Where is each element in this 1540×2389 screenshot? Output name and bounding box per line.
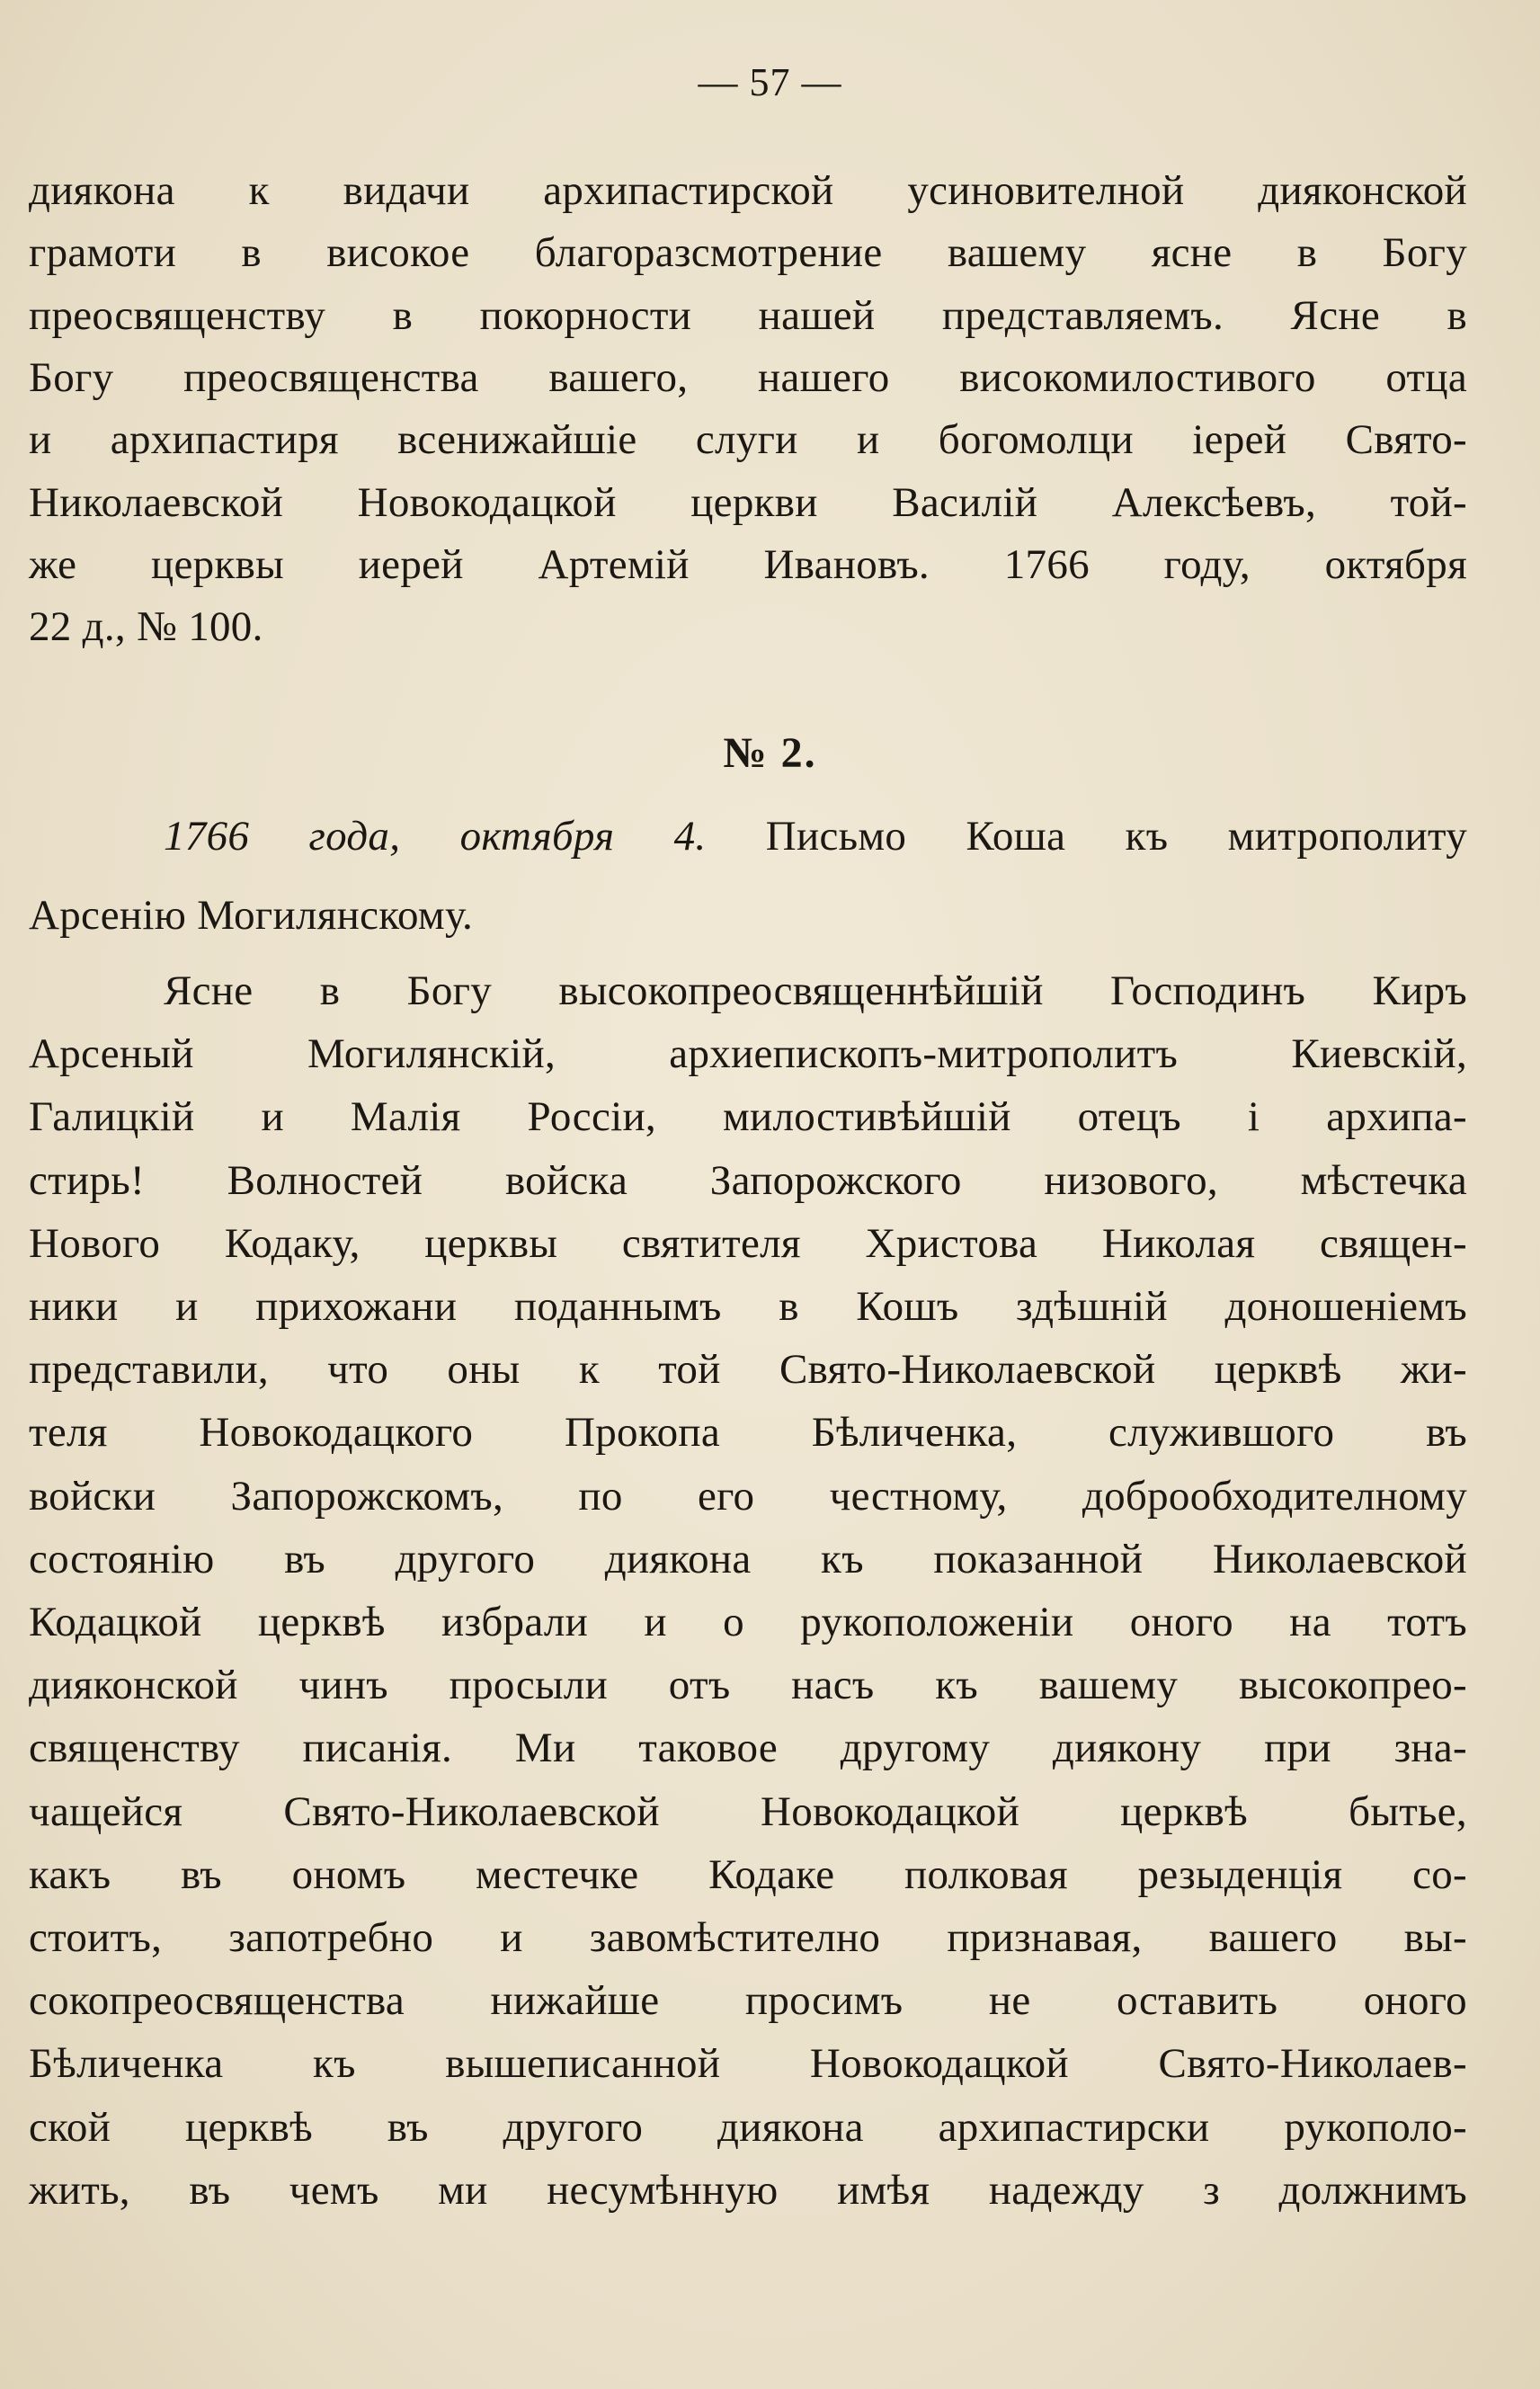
text-line: теля Новокодацкого Прокопа Бѣличенка, служившого въ xyxy=(29,1409,1467,1457)
text-line: дияконской чинъ просыли отъ насъ къ вашему высокопрео- xyxy=(29,1662,1467,1709)
heading-title: Письмо Коша къ митрополиту xyxy=(765,813,1468,860)
heading-date: 1766 года, октября 4. xyxy=(164,813,707,860)
text-line: Бѣличенка къ вышеписанной Новокодацкой Свято-Николаев- xyxy=(29,2040,1467,2088)
page-number: — 57 — xyxy=(698,60,842,104)
text-line: диякона к видачи архипастирской усиновителной дияконской xyxy=(29,167,1467,214)
text-line: Арсеный Могилянскій, архиепископъ-митрополитъ Киевскій, xyxy=(29,1030,1467,1078)
text-line: представили, что оны к той Свято-Николаевской церквѣ жи- xyxy=(29,1346,1467,1394)
text-line: чащейся Свято-Николаевской Новокодацкой церквѣ бытье, xyxy=(29,1787,1467,1835)
text-line: жить, въ чемъ ми несумѣнную имѣя надежду з должнимъ xyxy=(29,2166,1467,2214)
text-line: стоитъ, запотребно и завомѣстително признавая, вашего вы- xyxy=(29,1914,1467,1961)
text-line: сокопреосвященства нижайше просимъ не оставить оного xyxy=(29,1977,1467,2025)
text-line: Нового Кодаку, церквы святителя Христова Николая священ- xyxy=(29,1219,1467,1267)
text-line: войски Запорожскомъ, по его честному, доброобходителному xyxy=(29,1472,1467,1520)
text-line: Николаевской Новокодацкой церкви Василій Алексѣевъ, той- xyxy=(29,478,1467,526)
text-line: Ясне в Богу высокопреосвященнѣйшій Господинъ Киръ xyxy=(164,967,1467,1014)
text-line: грамоти в високое благоразсмотрение вашему ясне в Богу xyxy=(29,229,1467,277)
document-heading-line-1 xyxy=(164,809,1467,863)
text-line: преосвященству в покорности нашей представляемъ. Ясне в xyxy=(29,291,1467,339)
text-line: Богу преосвященства вашего, нашего високомилостивого отца xyxy=(29,353,1467,401)
text-line: какъ въ ономъ местечке Кодаке полковая резыденція со- xyxy=(29,1850,1467,1898)
text-line: и архипастиря всенижайшіе слуги и богомолци іерей Свято- xyxy=(29,416,1467,464)
text-line: ники и прихожани поданнымъ в Кошъ здѣшній доношеніемъ xyxy=(29,1283,1467,1330)
text-line: Галицкій и Малія Россіи, милостивѣйшій отецъ і архипа- xyxy=(29,1093,1467,1141)
document-number: № 2. xyxy=(723,729,817,777)
text-line: же церквы иерей Артемій Ивановъ. 1766 году, октября xyxy=(29,540,1467,588)
text-line: Кодацкой церквѣ избрали и о рукоположеніи оного на тотъ xyxy=(29,1599,1467,1645)
document-heading-line-2: Арсенію Могилянскому. xyxy=(29,892,474,939)
text-line: состоянію въ другого диякона къ показанной Николаевской xyxy=(29,1535,1467,1582)
text-line: стирь! Волностей войска Запорожского низового, мѣстечка xyxy=(29,1156,1467,1204)
text-line: священству писанія. Ми таковое другому диякону при зна- xyxy=(29,1725,1467,1772)
text-line: ской церквѣ въ другого диякона архипастирски рукополо- xyxy=(29,2103,1467,2151)
text-line: 22 д., № 100. xyxy=(29,603,263,651)
